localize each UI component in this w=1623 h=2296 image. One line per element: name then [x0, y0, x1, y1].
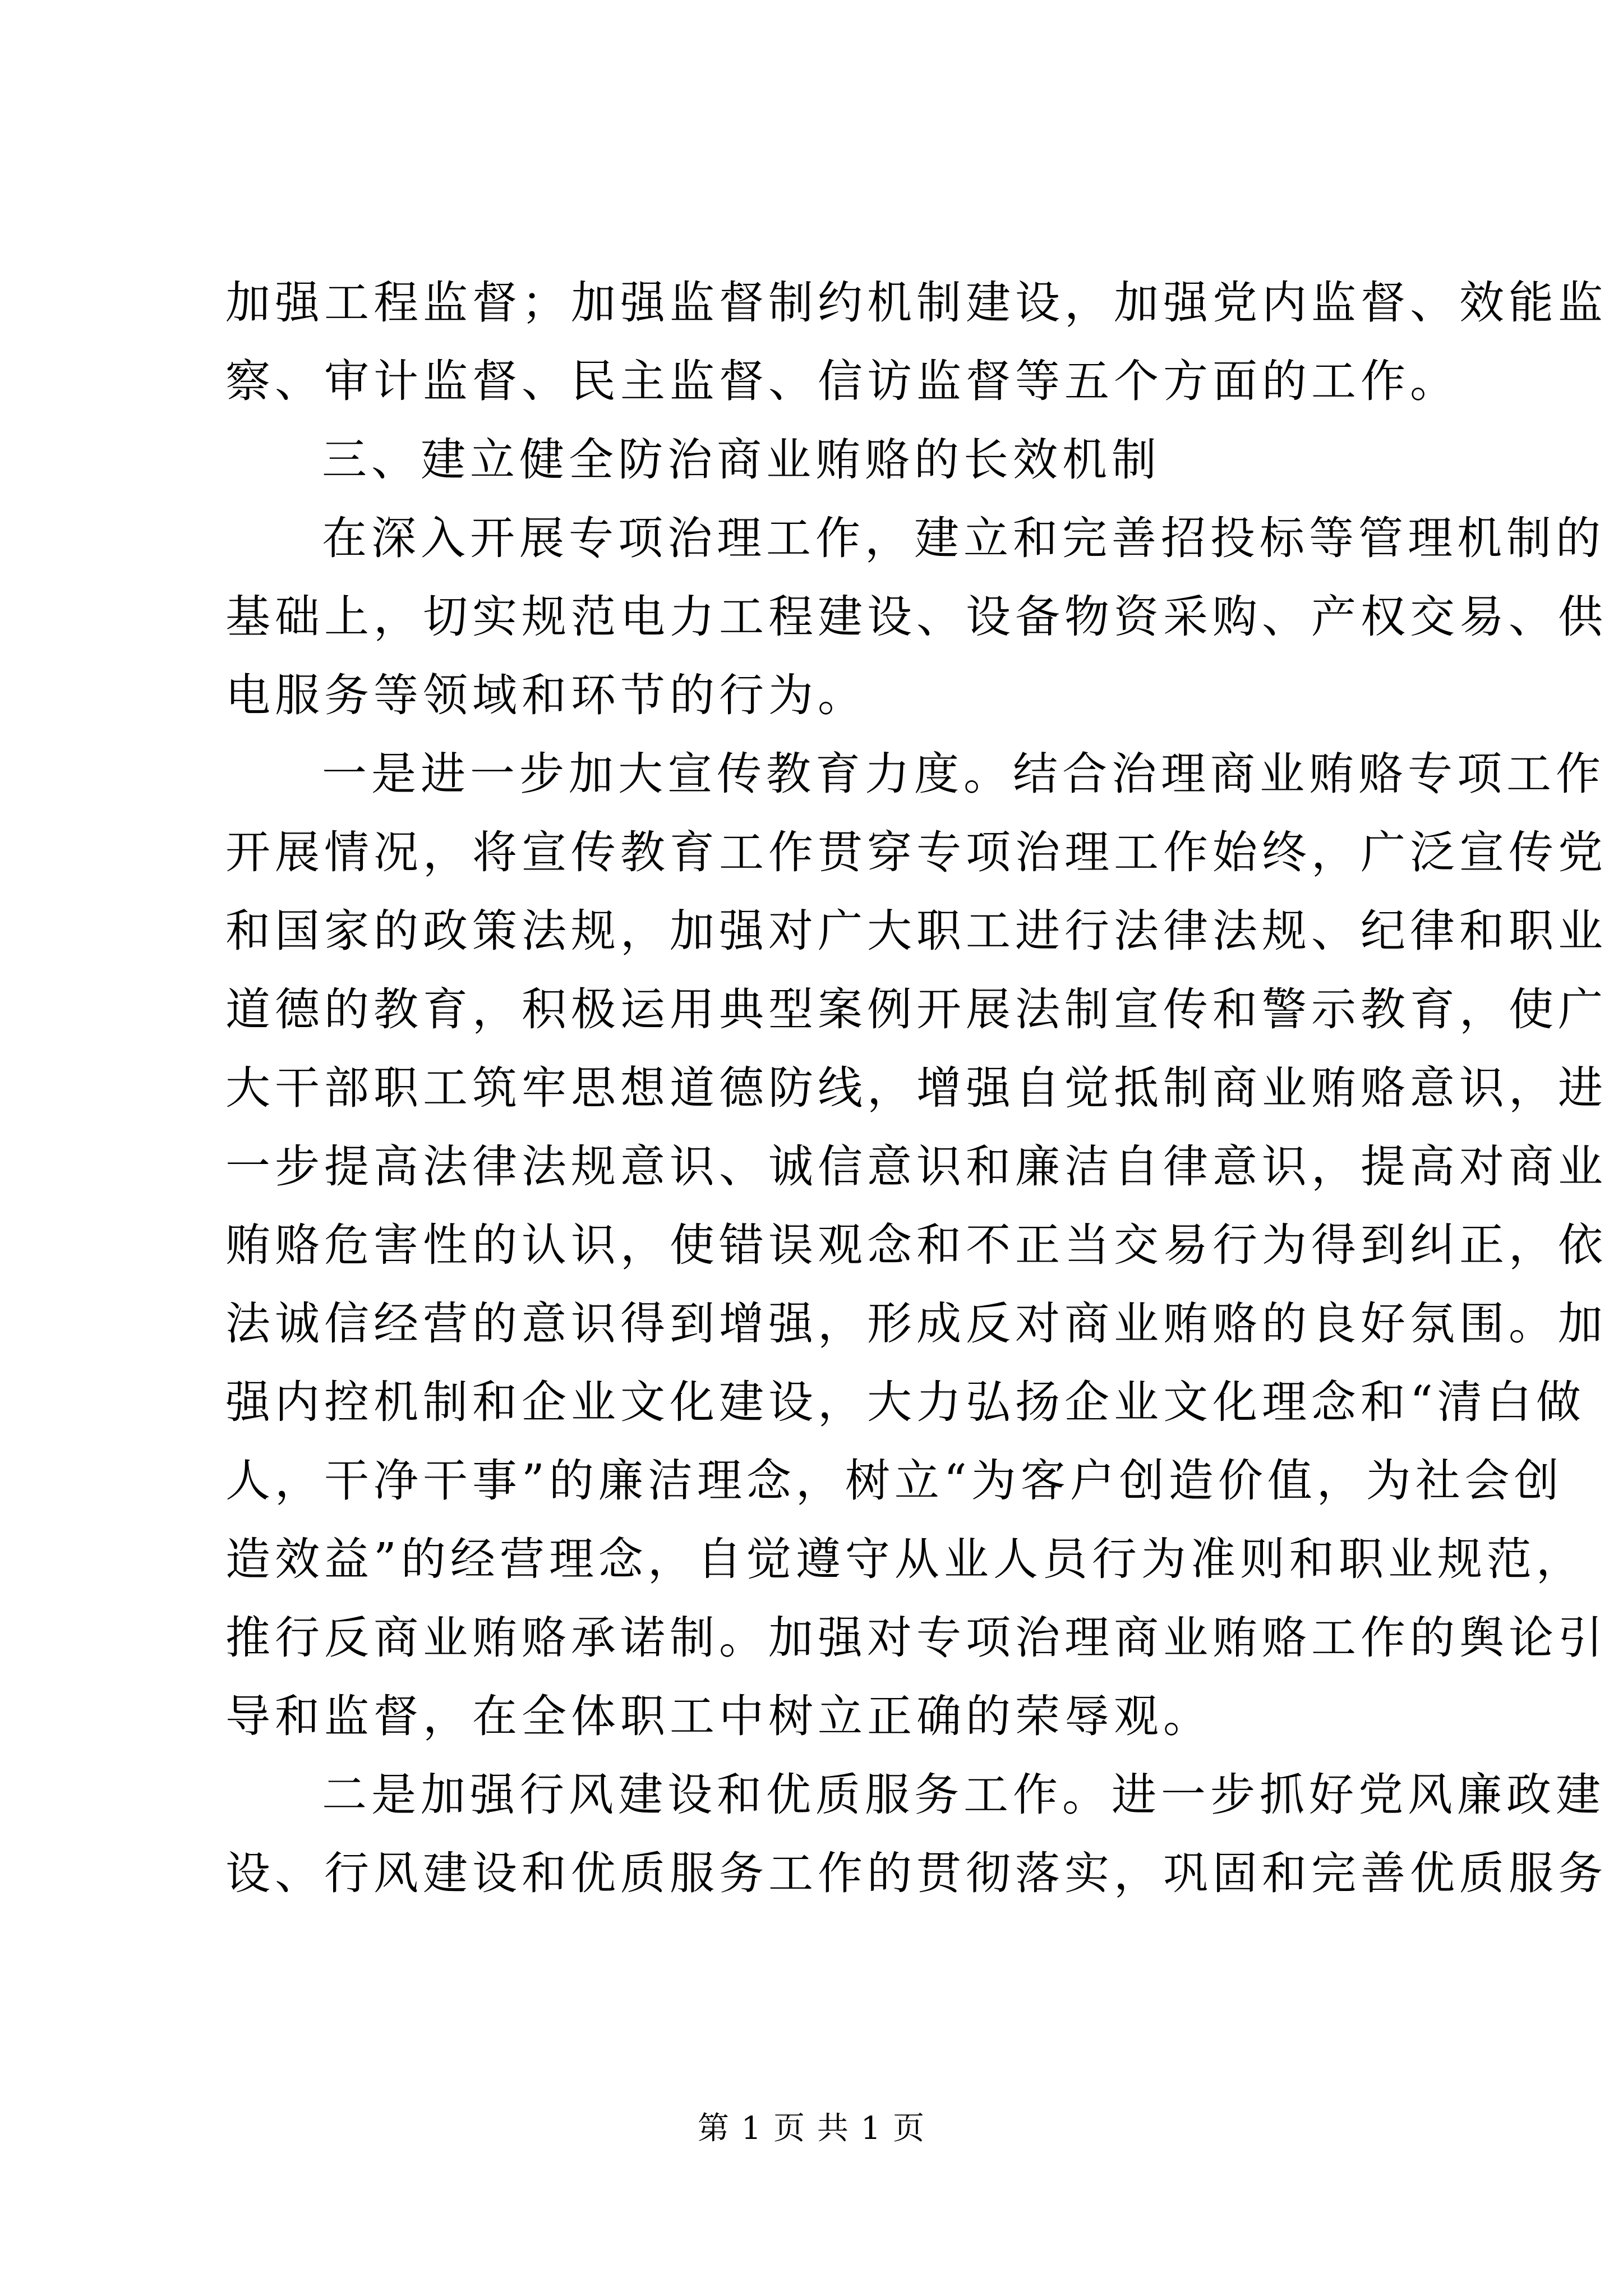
text-line: 电服务等领域和环节的行为。 [225, 669, 867, 721]
text-line: 道德的教育，积极运用典型案例开展法制宣传和警示教育，使广 [225, 983, 1607, 1036]
text-line: 开展情况，将宣传教育工作贯穿专项治理工作始终，广泛宣传党 [225, 826, 1607, 878]
text-line: 基础上，切实规范电力工程建设、设备物资采购、产权交易、供 [225, 591, 1607, 643]
text-line: 一是进一步加大宣传教育力度。结合治理商业贿赂专项工作 [322, 748, 1605, 800]
text-line: 强内控机制和企业文化建设，大力弘扬企业文化理念和“清白做 [225, 1376, 1585, 1428]
text-line: 贿赂危害性的认识，使错误观念和不正当交易行为得到纠正，依 [225, 1219, 1607, 1271]
text-line: 人，干净干事”的廉洁理念，树立“为客户创造价值，为社会创 [225, 1455, 1564, 1507]
text-line: 大干部职工筑牢思想道德防线，增强自觉抵制商业贿赂意识，进 [225, 1062, 1607, 1114]
text-line: 推行反商业贿赂承诺制。加强对专项治理商业贿赂工作的舆论引 [225, 1612, 1607, 1664]
text-line: 导和监督，在全体职工中树立正确的荣辱观。 [225, 1690, 1212, 1742]
page-footer: 第 1 页 共 1 页 [697, 2110, 926, 2147]
section-heading: 三、建立健全防治商业贿赂的长效机制 [322, 434, 1161, 486]
text-line: 二是加强行风建设和优质服务工作。进一步抓好党风廉政建 [322, 1769, 1605, 1821]
text-line: 察、审计监督、民主监督、信访监督等五个方面的工作。 [225, 355, 1459, 407]
document-body [225, 264, 1607, 1913]
text-line: 造效益”的经营理念，自觉遵守从业人员行为准则和职业规范， [225, 1533, 1585, 1585]
text-line: 法诚信经营的意识得到增强，形成反对商业贿赂的良好氛围。加 [225, 1297, 1607, 1350]
text-line: 设、行风建设和优质服务工作的贯彻落实，巩固和完善优质服务 [225, 1847, 1607, 1899]
text-line: 加强工程监督；加强监督制约机制建设，加强党内监督、效能监 [225, 277, 1607, 329]
text-line: 在深入开展专项治理工作，建立和完善招投标等管理机制的 [322, 512, 1605, 564]
text-line: 一步提高法律法规意识、诚信意识和廉洁自律意识，提高对商业 [225, 1140, 1607, 1193]
text-line: 和国家的政策法规，加强对广大职工进行法律法规、纪律和职业 [225, 905, 1607, 957]
